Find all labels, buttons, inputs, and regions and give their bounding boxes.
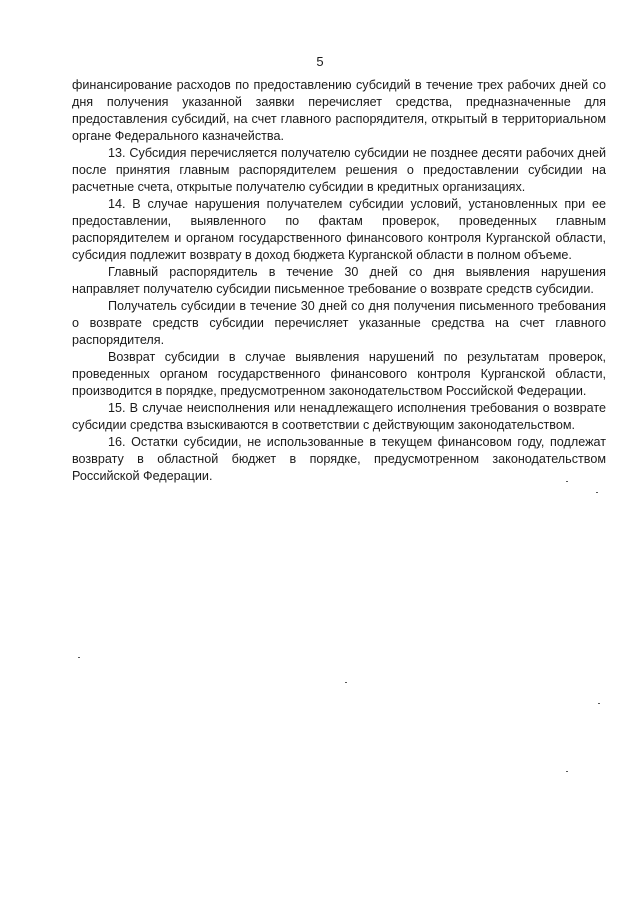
scan-speck [566, 771, 568, 772]
scan-speck [598, 703, 600, 704]
document-body [72, 77, 606, 485]
page-number: 5 [316, 54, 324, 69]
scan-speck [78, 657, 80, 658]
scan-speck [566, 481, 568, 482]
paragraph-16: 16. Остатки субсидии, не использованные в текущем финансовом году, подлежат возврату в областной бюджет в порядке, предусмотренном законодательством Российской Федерации. [72, 435, 606, 483]
paragraph-13: 13. Субсидия перечисляется получателю субсидии не позднее десяти рабочих дней после принятия главным распорядителем решения о предоставлении субсидии на расчетные счета, открытые получателю субсидии в кредитных организациях. [72, 146, 606, 194]
paragraph-14-transfer: Получатель субсидии в течение 30 дней со дня получения письменного требования о возврате средств субсидии перечисляет указанные средства на счет главного распорядителя. [72, 299, 606, 347]
scan-speck [345, 682, 347, 683]
scan-speck [596, 492, 598, 493]
paragraph-14-notice: Главный распорядитель в течение 30 дней со дня выявления нарушения направляет получателю субсидии письменное требование о возврате средств субсидии. [72, 265, 606, 296]
paragraph-14: 14. В случае нарушения получателем субсидии условий, установленных при ее предоставлении, выявленного по фактам проверок, проведенных главным распорядителем и органом государственного финансового контроля Курганской области, субсидия подлежит возврату в доход бюджета Курганской области в полном объеме. [72, 197, 606, 262]
paragraph-14-return: Возврат субсидии в случае выявления нарушений по результатам проверок, проведенных органом государственного финансового контроля Курганской области, производится в порядке, предусмотренном законодательством Российской Федерации. [72, 350, 606, 398]
paragraph-15: 15. В случае неисполнения или ненадлежащего исполнения требования о возврате субсидии средства взыскиваются в соответствии с действующим законодательством. [72, 401, 606, 432]
paragraph-continuation: финансирование расходов по предоставлению субсидий в течение трех рабочих дней со дня получения указанной заявки перечисляет средства, предназначенные для предоставления субсидий, на счет главного распорядителя, открытый в территориальном органе Федерального казначейства. [72, 78, 606, 143]
